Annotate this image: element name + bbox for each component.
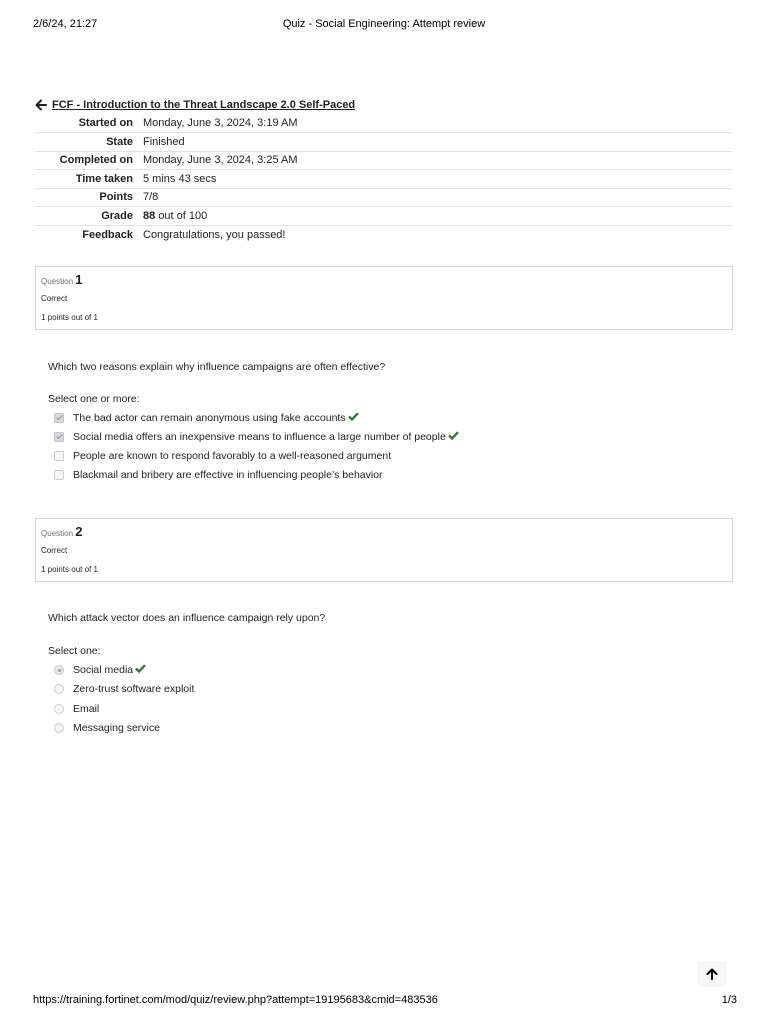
- answer-text: Blackmail and bribery are effective in influencing people’s behavior: [73, 469, 383, 481]
- question-grade: 1 points out of 1: [41, 565, 98, 574]
- question-number: 2: [75, 524, 83, 539]
- answer-text: Email: [73, 703, 100, 715]
- question-label: Question: [41, 529, 74, 538]
- summary-row: [35, 207, 732, 226]
- course-back-link[interactable]: [35, 99, 355, 111]
- back-to-top-button[interactable]: [697, 961, 727, 987]
- arrow-left-icon: [35, 99, 47, 111]
- answer-radio[interactable]: [54, 704, 64, 714]
- question-2-prompt: Select one:: [48, 645, 101, 657]
- attempt-summary-table: [35, 114, 732, 244]
- summary-value: 7/8: [143, 191, 159, 204]
- answer-text: People are known to respond favorably to a well-reasoned argument: [73, 450, 392, 462]
- answer-option[interactable]: [54, 663, 146, 677]
- summary-value: Monday, June 3, 2024, 3:25 AM: [143, 154, 298, 167]
- print-footer-url: https://training.fortinet.com/mod/quiz/review.php?attempt=19195683&cmid=483536: [33, 994, 438, 1006]
- answer-option[interactable]: [54, 682, 194, 696]
- summary-row: [35, 170, 732, 189]
- summary-row: [35, 188, 732, 207]
- summary-label: Completed on: [59, 154, 133, 167]
- grade-score: 88: [143, 209, 156, 222]
- summary-label: State: [106, 135, 133, 148]
- summary-label: Feedback: [82, 228, 133, 241]
- answer-checkbox[interactable]: [54, 451, 64, 461]
- print-footer-page-number: 1/3: [721, 994, 737, 1006]
- summary-value: Monday, June 3, 2024, 3:19 AM: [143, 117, 298, 129]
- arrow-up-icon: [706, 968, 718, 980]
- summary-row: [35, 133, 732, 152]
- summary-row: [35, 151, 732, 170]
- course-link-label: FCF - Introduction to the Threat Landscape 2.0 Self-Paced: [52, 99, 356, 111]
- grade-out-of: out of 100: [158, 209, 208, 222]
- answer-option[interactable]: [54, 468, 383, 482]
- answer-text: Messaging service: [73, 722, 160, 734]
- answer-radio[interactable]: [54, 723, 64, 733]
- summary-value: Congratulations, you passed!: [143, 228, 286, 241]
- question-label: Question: [41, 277, 74, 286]
- summary-value: Finished: [143, 135, 185, 148]
- summary-label: Started on: [78, 117, 133, 129]
- question-number: 1: [75, 272, 83, 287]
- answer-option[interactable]: [54, 430, 459, 444]
- summary-row: [35, 225, 732, 244]
- answer-text: The bad actor can remain anonymous using fake accounts: [73, 412, 346, 424]
- answer-checkbox[interactable]: [54, 432, 64, 442]
- question-state: Correct: [41, 294, 68, 303]
- check-icon: [348, 412, 359, 421]
- summary-label: Time taken: [75, 172, 133, 185]
- question-2-text: Which attack vector does an influence campaign rely upon?: [48, 612, 326, 624]
- summary-label: Points: [99, 191, 133, 204]
- print-header-date: 2/6/24, 21:27: [33, 18, 98, 30]
- answer-radio[interactable]: [54, 684, 64, 694]
- question-state: Correct: [41, 546, 68, 555]
- answer-checkbox[interactable]: [54, 470, 64, 480]
- answer-text: Zero-trust software exploit: [73, 683, 195, 695]
- answer-option[interactable]: [54, 449, 391, 463]
- summary-value: 5 mins 43 secs: [143, 172, 217, 185]
- answer-option[interactable]: [54, 702, 99, 716]
- answer-checkbox[interactable]: [54, 413, 64, 423]
- print-header-title: Quiz - Social Engineering: Attempt review: [282, 18, 486, 30]
- check-icon: [135, 664, 146, 673]
- question-1-prompt: Select one or more:: [48, 393, 140, 405]
- summary-row: [35, 114, 732, 133]
- question-1-text: Which two reasons explain why influence campaigns are often effective?: [48, 361, 386, 373]
- check-icon: [448, 431, 459, 440]
- answer-text: Social media: [73, 664, 134, 676]
- answer-option[interactable]: [54, 411, 359, 425]
- answer-radio[interactable]: [54, 665, 64, 675]
- answer-option[interactable]: [54, 721, 160, 735]
- question-1-info: [35, 266, 733, 330]
- question-2-info: [35, 518, 733, 582]
- question-grade: 1 points out of 1: [41, 313, 98, 322]
- answer-text: Social media offers an inexpensive means to influence a large number of people: [73, 431, 446, 443]
- summary-value: [139, 207, 732, 226]
- summary-label: Grade: [101, 209, 133, 222]
